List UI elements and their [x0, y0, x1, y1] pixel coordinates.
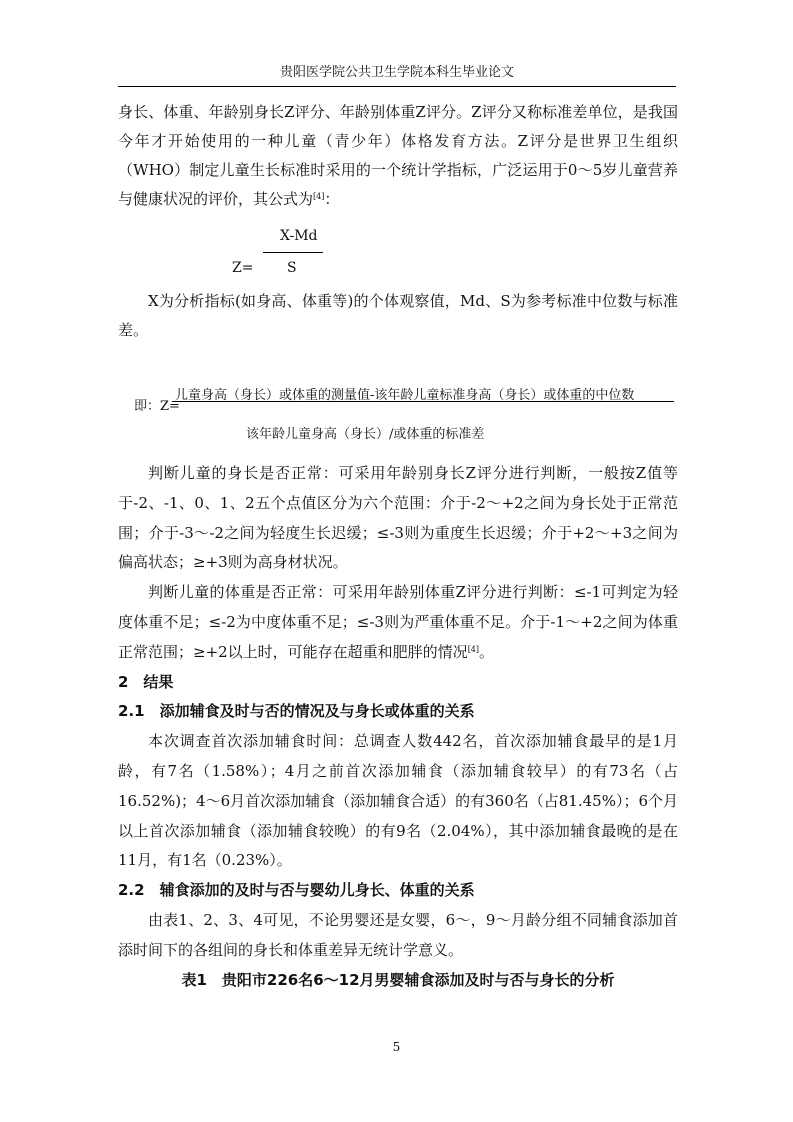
section-2-1-heading: 2.1 添加辅食及时与否的情况及与身长或体重的关系: [118, 702, 475, 721]
formula2-denominator: 该年龄儿童身高（身长）/或体重的标准差: [246, 427, 485, 442]
intro-paragraph: [118, 98, 678, 214]
weight-judgement-tail: 。: [479, 642, 495, 661]
intro-section: [118, 98, 678, 214]
formula2-numerator: 儿童身高（身长）或体重的测量值-该年龄儿童标准身高（身长）或体重的中位数: [175, 388, 635, 403]
formula2-fraction-bar: [172, 401, 674, 402]
definition-paragraph: X为分析指标(如身高、体重等)的个体观察值，Md、S为参考标准中位数与标准差。: [118, 292, 678, 339]
formula1-numerator: X-Md: [280, 228, 318, 244]
formula1-denominator: S: [287, 260, 297, 276]
weight-judgement-paragraph: [118, 578, 678, 667]
section-2-2-paragraph: 由表1、2、3、4可见，不论男婴还是女婴，6～，9～月龄分组不同辅食添加首添时间下的各组间的身长和体重差异无统计学意义。: [118, 910, 678, 959]
formula2-lhs: 即：Z=: [134, 399, 180, 414]
section-2-heading: 2 结果: [118, 672, 174, 691]
section-2-1-paragraph: 本次调查首次添加辅食时间：总调查人数442名，首次添加辅食最早的是1月龄，有7名（1.58%）；4月之前首次添加辅食（添加辅食较早）的有73名（占16.52%)；4～6月首次添加辅食（添加辅食合适）的有360名（占81.45%）；6个月以上首次添加辅食（添加辅食较晚）的有9名（2.04%），其中添加辅食最晚的是在11月，有1名（0.23%）。: [118, 732, 679, 870]
formula1-fraction-bar: [263, 252, 323, 253]
page-header: 贵阳医学院公共卫生学院本科生毕业论文: [279, 65, 514, 80]
formula1-lhs: Z=: [232, 260, 254, 276]
page-number: 5: [392, 1040, 401, 1054]
section-2-2-heading: 2.2 辅食添加的及时与否与婴幼儿身长、体重的关系: [118, 881, 475, 900]
definition-section: [118, 287, 678, 345]
citation-ref: [4]: [467, 644, 480, 654]
table-1-caption: 表1 贵阳市226名6～12月男婴辅食添加及时与否与身长的分析: [181, 970, 615, 989]
intro-tail: ：: [324, 190, 340, 208]
intro-text: 身长、体重、年龄别身长Z评分、年龄别体重Z评分。Z评分又称标准差单位，是我国今年才开始使用的一种儿童（青少年）体格发育方法。Z评分是世界卫生组织（WHO）制定儿童生长标准时采用的一个统计学指标，广泛运用于0～5岁儿童营养与健康状况的评价，其公式为: [118, 103, 678, 208]
citation-ref: [4]: [313, 192, 325, 201]
weight-judgement-text: 判断儿童的体重是否正常：可采用年龄别体重Z评分进行判断：≤-1可判定为轻度体重不足；≤-2为中度体重不足；≤-3则为严重体重不足。介于-1～+2之间为体重正常范围；≥+2以上时，可能存在超重和肥胖的情况: [118, 583, 678, 661]
header-rule: [118, 86, 676, 87]
height-judgement-paragraph: 判断儿童的身长是否正常：可采用年龄别身长Z评分进行判断，一般按Z值等于-2、-1、0、1、2五个点值区分为六个范围：介于-2～+2之间为身长处于正常范围；介于-3～-2之间为轻度生长迟缓；≤-3则为重度生长迟缓；介于+2～+3之间为偏高状态；≥+3则为高身材状况。: [118, 464, 678, 572]
main-body: [118, 459, 678, 995]
